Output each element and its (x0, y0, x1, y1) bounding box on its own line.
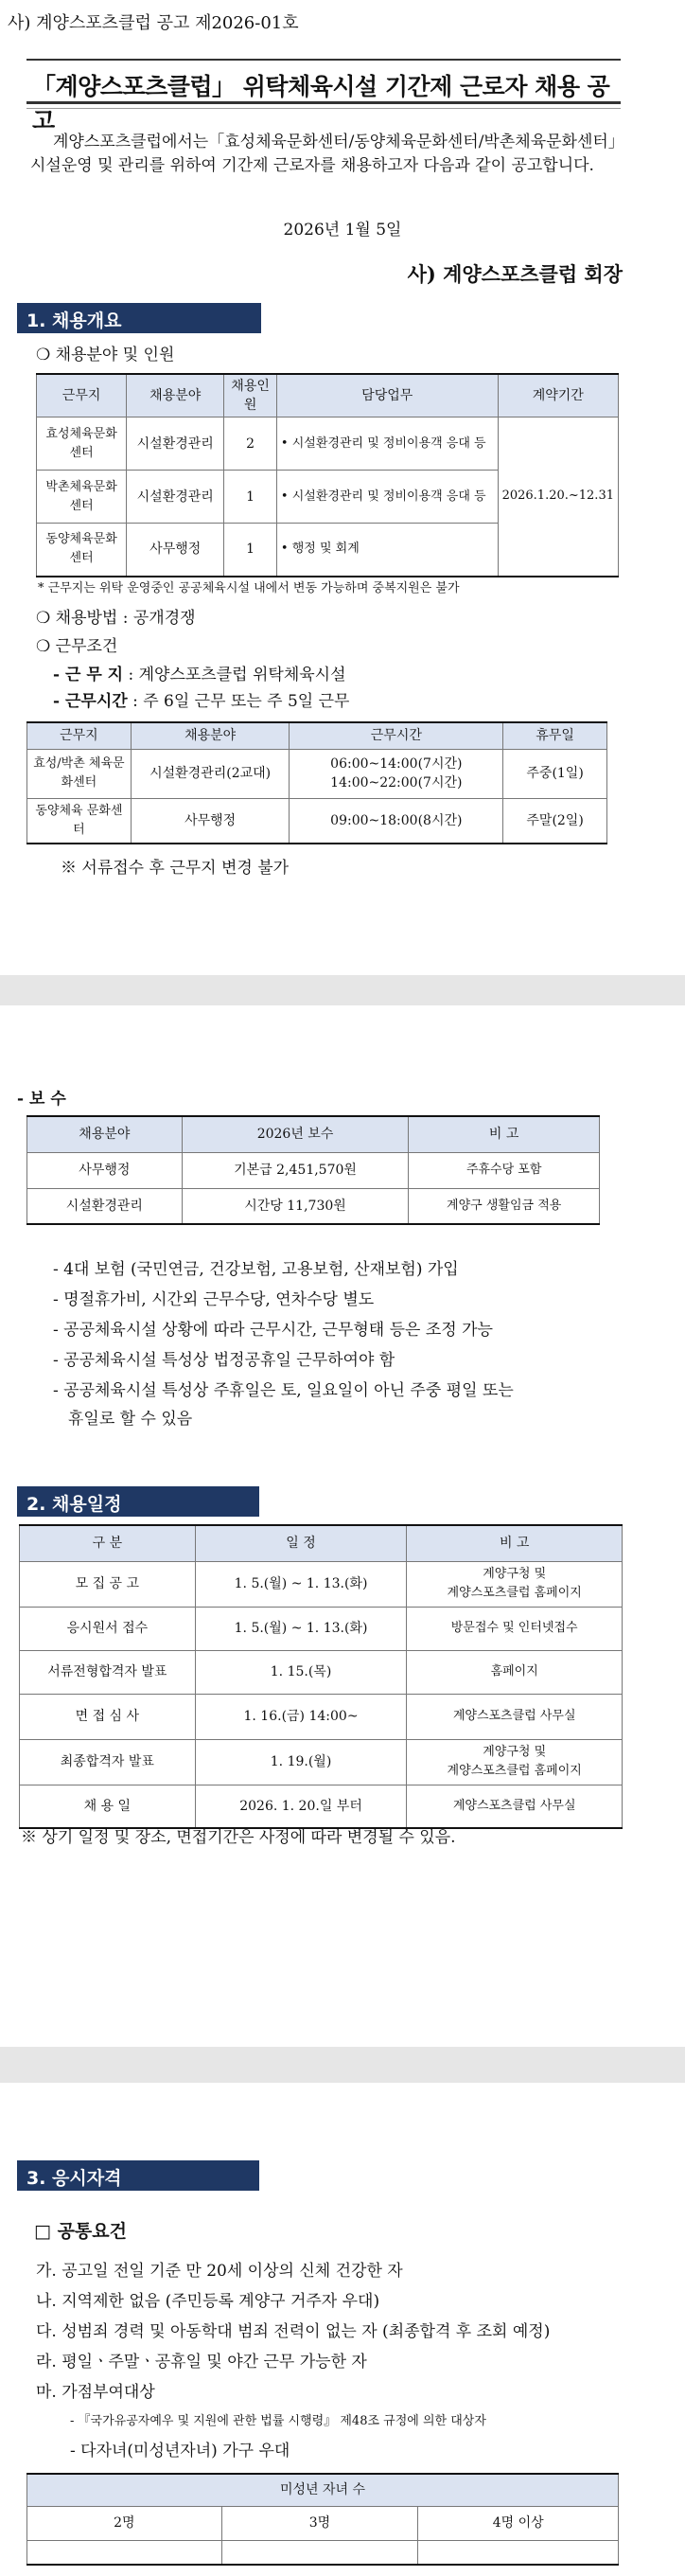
work-hours-table (26, 721, 607, 844)
table-row (20, 1607, 623, 1650)
table-cell (276, 524, 498, 577)
table-row (20, 1650, 623, 1694)
requirement-item: 나. 지역제한 없음 (주민등록 계양구 거주자 우대) (36, 2292, 380, 2311)
table-cell: 주중(1일) (503, 749, 607, 798)
table-cell (276, 471, 498, 524)
recruit-method: ❍ 채용방법 : 공개경쟁 (36, 609, 196, 628)
table-cell (290, 749, 503, 798)
children-bonus-table (26, 2473, 619, 2566)
table-header: 담당업무 (276, 374, 498, 417)
table-header: 일 정 (195, 1525, 407, 1561)
table-cell: 방문접수 및 인터넷접수 (407, 1607, 623, 1650)
table-cell: 계양구 생활임금 적용 (409, 1188, 600, 1224)
table-cell: 계양스포츠클럽 사무실 (407, 1785, 623, 1828)
table-header: 2026년 보수 (182, 1116, 409, 1152)
signature: 사) 계양스포츠클럽 회장 (407, 262, 623, 286)
table-cell: 09:00~18:00(8시간) (290, 798, 503, 844)
table-cell: 면 접 심 사 (20, 1694, 196, 1739)
table-header: 근무지 (27, 722, 132, 749)
table-row (27, 1188, 600, 1224)
table-cell: 시설환경관리 (127, 417, 224, 471)
document-number: 사) 계양스포츠클럽 공고 제2026-01호 (8, 13, 299, 33)
table-cell: 모 집 공 고 (20, 1561, 196, 1607)
document-title: 「계양스포츠클럽」 위탁체육시설 기간제 근로자 채용 공고 (32, 73, 610, 134)
table-cell: 2026. 1. 20.일 부터 (195, 1785, 407, 1828)
table-cell: 1 (224, 524, 277, 577)
pay-item: 휴일로 할 수 있음 (68, 1410, 193, 1429)
requirement-item: 가. 공고일 전일 기준 만 20세 이상의 신체 건강한 자 (36, 2262, 403, 2281)
table-cell (276, 417, 498, 471)
note-line: 계양구청 및 (483, 1567, 547, 1581)
table-row (27, 1152, 600, 1188)
table-cell: 2 (224, 417, 277, 471)
table-header: 근무시간 (290, 722, 503, 749)
pay-table (26, 1115, 600, 1225)
table-header: 채용분야 (127, 374, 224, 417)
requirement-item: 마. 가점부여대상 (36, 2383, 155, 2402)
work-hours-line (53, 687, 349, 711)
duty-text: • 시설환경관리 및 정비이용객 응대 등 (281, 489, 486, 504)
pay-item: - 4대 보험 (국민연금, 건강보험, 고용보험, 산재보험) 가입 (53, 1260, 459, 1279)
table-header: 구 분 (20, 1525, 196, 1561)
document-page-1 (0, 0, 685, 975)
work-conditions-heading: ❍ 근무조건 (36, 637, 118, 656)
table-cell: 기본급 2,451,570원 (182, 1152, 409, 1188)
work-hours-value: : 주 6일 근무 또는 주 5일 근무 (127, 692, 350, 711)
recruit-field-subheading: ❍ 채용분야 및 인원 (36, 346, 175, 364)
section-1-heading: 1. 채용개요 (17, 303, 261, 333)
table-cell: 시설환경관리 (27, 1188, 183, 1224)
table-row (27, 798, 607, 844)
table-cell: 시간당 11,730원 (182, 1188, 409, 1224)
table-cell: 최종합격자 발표 (20, 1739, 196, 1785)
table-cell: 주휴수당 포함 (409, 1152, 600, 1188)
table-cell: 2명 (27, 2506, 222, 2540)
announcement-date: 2026년 1월 5일 (283, 221, 402, 240)
schedule-table (19, 1524, 623, 1829)
table-header: 비 고 (409, 1116, 600, 1152)
table-row (27, 2540, 619, 2565)
pay-heading: - 보 수 (17, 1090, 66, 1109)
pay-item: - 공공체육시설 특성상 법정공휴일 근무하여야 함 (53, 1351, 395, 1370)
shift-time: 14:00~22:00(7시간) (330, 775, 463, 791)
table-cell: 1. 5.(월) ~ 1. 13.(화) (195, 1607, 407, 1650)
table-cell: 효성/박촌 체육문화센터 (27, 749, 132, 798)
work-place-line (53, 661, 346, 684)
note-line: 계양구청 및 (483, 1745, 547, 1759)
table-cell: 사무행정 (127, 524, 224, 577)
table-cell: 박촌체육문화센터 (37, 471, 127, 524)
table-cell: 시설환경관리 (127, 471, 224, 524)
table-cell: 사무행정 (27, 1152, 183, 1188)
table-header: 비 고 (407, 1525, 623, 1561)
bonus-item: - 다자녀(미성년자녀) 가구 우대 (70, 2442, 290, 2461)
requirement-item: 라. 평일ㆍ주말ㆍ공휴일 및 야간 근무 가능한 자 (36, 2353, 367, 2372)
note-line: 계양스포츠클럽 홈페이지 (447, 1764, 582, 1778)
table-cell (27, 2540, 222, 2565)
table-cell: 동양체육 문화센터 (27, 798, 132, 844)
table-cell: 효성체육문화센터 (37, 417, 127, 471)
no-site-change-note: ※ 서류접수 후 근무지 변경 불가 (61, 859, 290, 878)
document-title-box (26, 59, 621, 134)
table-cell: 시설환경관리(2교대) (131, 749, 290, 798)
table-cell: 1 (224, 471, 277, 524)
contract-period-cell: 2026.1.20.~12.31 (498, 417, 618, 577)
document-page-3 (0, 2083, 685, 2576)
table-cell (407, 1561, 623, 1607)
table-cell: 1. 15.(목) (195, 1650, 407, 1694)
table-row (27, 2506, 619, 2540)
table-cell (221, 2540, 418, 2565)
recruitment-table (36, 373, 619, 577)
table-row (27, 749, 607, 798)
table-cell: 주말(2일) (503, 798, 607, 844)
table-cell (407, 1739, 623, 1785)
requirement-item: 다. 성범죄 경력 및 아동학대 범죄 전력이 없는 자 (최종합격 후 조회 예정) (36, 2322, 551, 2341)
pay-item: - 공공체육시설 특성상 주휴일은 토, 일요일이 아닌 주중 평일 또는 (53, 1381, 514, 1400)
duty-text: • 시설환경관리 및 정비이용객 응대 등 (281, 436, 486, 451)
work-place-label: - 근 무 지 (53, 666, 124, 684)
table-row (37, 417, 619, 471)
table-header: 휴무일 (503, 722, 607, 749)
table-cell: 동양체육문화센터 (37, 524, 127, 577)
table-cell: 1. 5.(월) ~ 1. 13.(화) (195, 1561, 407, 1607)
work-place-value: : 계양스포츠클럽 위탁체육시설 (123, 666, 346, 684)
table-row (20, 1739, 623, 1785)
table-header: 채용인원 (224, 374, 277, 417)
table-cell: 계양스포츠클럽 사무실 (407, 1694, 623, 1739)
common-requirements-heading: □ 공통요건 (34, 2221, 127, 2242)
table-cell: 홈페이지 (407, 1650, 623, 1694)
table-cell: 3명 (221, 2506, 418, 2540)
note-line: 계양스포츠클럽 홈페이지 (447, 1586, 582, 1600)
table-header: 미성년 자녀 수 (27, 2474, 619, 2506)
bonus-item: - 『국가유공자예우 및 지원에 관한 법률 시행령』 제48조 규정에 의한 대상자 (70, 2414, 486, 2428)
table-cell: 사무행정 (131, 798, 290, 844)
intro-paragraph: 계양스포츠클럽에서는「효성체육문화센터/동양체육문화센터/박촌체육문화센터」시설운영 및 관리를 위하여 기간제 근로자를 채용하고자 다음과 같이 공고합니다. (30, 133, 617, 175)
table-cell: 4명 이상 (418, 2506, 619, 2540)
table-cell: 1. 19.(월) (195, 1739, 407, 1785)
table-row (20, 1785, 623, 1828)
table-header: 채용분야 (27, 1116, 183, 1152)
document-page-2 (0, 1005, 685, 2047)
table-row (20, 1561, 623, 1607)
work-hours-label: - 근무시간 (53, 692, 128, 711)
site-note: * 근무지는 위탁 운영중인 공공체육시설 내에서 변동 가능하며 중복지원은 불가 (38, 581, 460, 595)
table-header: 근무지 (37, 374, 127, 417)
table-row (20, 1694, 623, 1739)
pay-item: - 명절휴가비, 시간외 근무수당, 연차수당 별도 (53, 1290, 375, 1309)
duty-text: • 행정 및 회계 (281, 542, 360, 556)
table-cell: 채 용 일 (20, 1785, 196, 1828)
shift-time: 06:00~14:00(7시간) (330, 756, 463, 772)
table-cell: 응시원서 접수 (20, 1607, 196, 1650)
table-header: 채용분야 (131, 722, 290, 749)
section-2-heading: 2. 채용일정 (17, 1486, 259, 1517)
section-3-heading: 3. 응시자격 (17, 2160, 259, 2191)
table-cell: 1. 16.(금) 14:00~ (195, 1694, 407, 1739)
table-cell: 서류전형합격자 발표 (20, 1650, 196, 1694)
schedule-note: ※ 상기 일정 및 장소, 면접기간은 사정에 따라 변경될 수 있음. (21, 1828, 456, 1847)
table-header: 계약기간 (498, 374, 618, 417)
pay-item: - 공공체육시설 상황에 따라 근무시간, 근무형태 등은 조정 가능 (53, 1321, 493, 1340)
table-cell (418, 2540, 619, 2565)
